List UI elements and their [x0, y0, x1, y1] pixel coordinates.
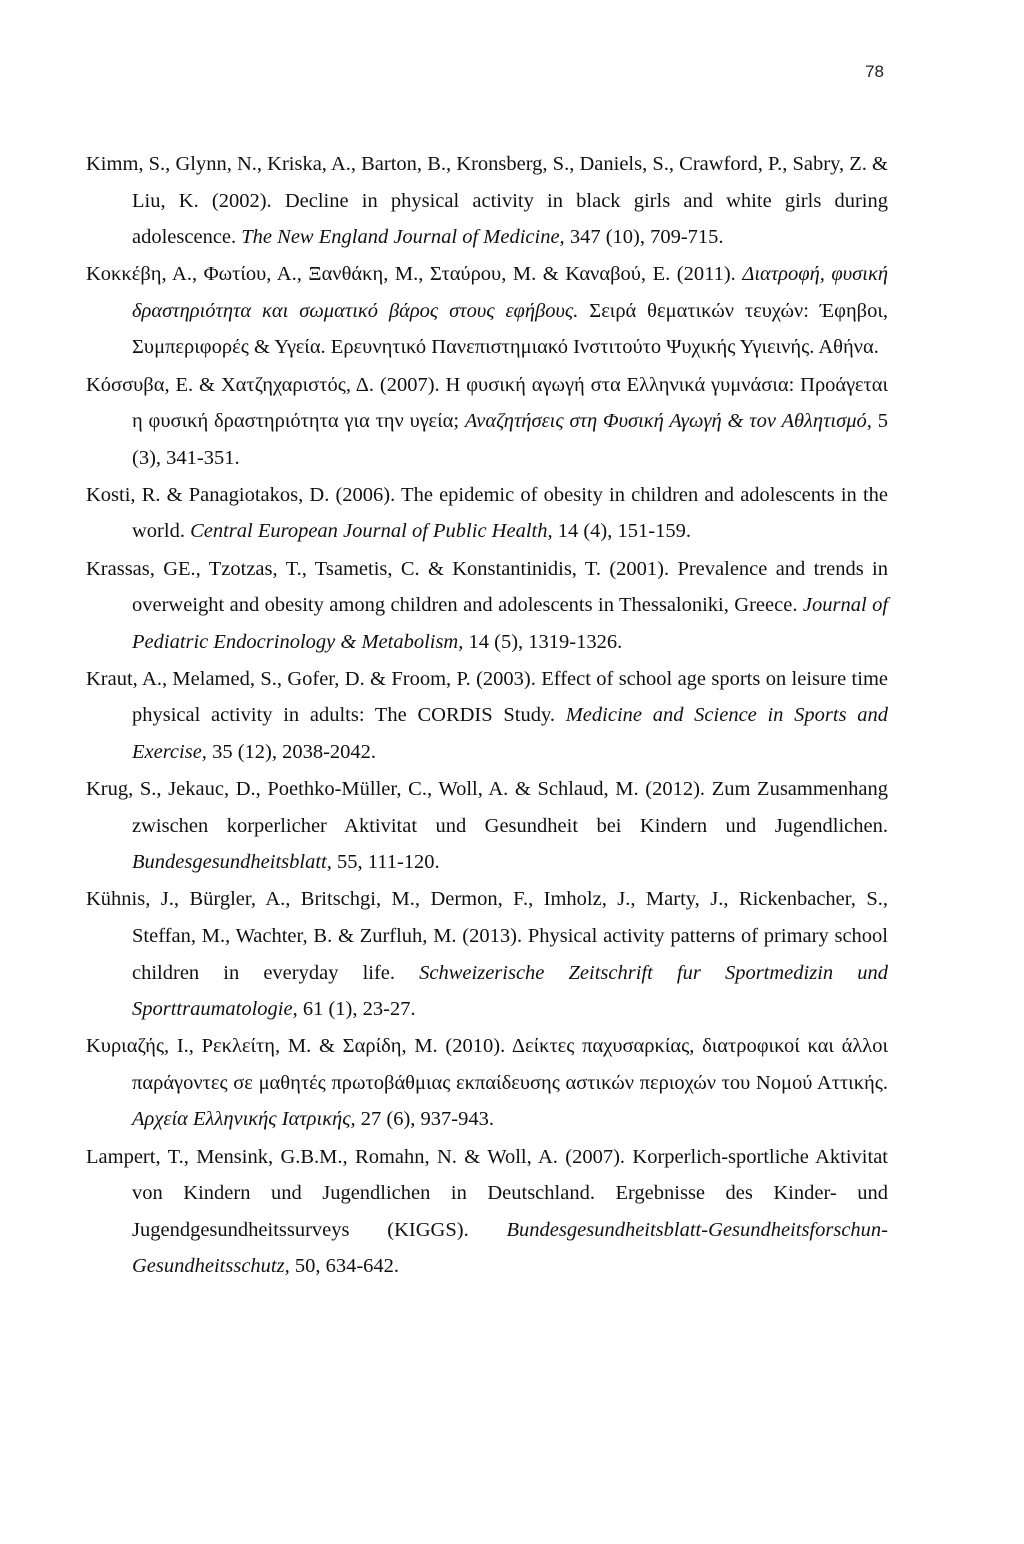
- reference-entry: [86, 146, 888, 256]
- reference-source: Medicine and Science in Sports and Exercise,: [132, 704, 889, 763]
- reference-details: 55, 111-120.: [336, 851, 440, 874]
- reference-text: Kraut, A., Melamed, S., Gofer, D. & Froom, P. (2003). Effect of school age sports on leisure time physical activity in adults: The CORDIS Study.: [86, 667, 888, 727]
- reference-entry: [86, 661, 888, 771]
- reference-details: 50, 634-642.: [294, 1255, 400, 1278]
- reference-details: 14 (5), 1319-1326.: [468, 630, 623, 653]
- reference-source: Journal of Pediatric Endocrinology & Metabolism,: [132, 594, 889, 653]
- reference-details: 5 (3), 341-351.: [132, 410, 889, 469]
- reference-source: Bundesgesundheitsblatt,: [132, 851, 332, 874]
- reference-source: Bundesgesundheitsblatt-Gesundheitsforschun- Gesundheitsschutz,: [132, 1218, 888, 1278]
- reference-entry: [86, 551, 888, 661]
- reference-details: 14 (4), 151-159.: [557, 520, 691, 543]
- reference-details: 347 (10), 709-715.: [569, 226, 724, 249]
- reference-details: Σειρά θεματικών τευχών: Έφηβοι, Συμπεριφορές & Υγεία. Ερευνητικό Πανεπιστημιακό Ινστιτούτο Ψυχικής Υγιεινής. Αθήνα.: [132, 299, 888, 359]
- reference-text: Lampert, T., Mensink, G.B.M., Romahn, N. & Woll, A. (2007). Korperlich-sportliche Aktivitat von Kindern und Jugendlichen in Deutschland. Ergebnisse des Kinder- und Jugendgesundheitssurveys (KIGGS).: [86, 1145, 888, 1241]
- reference-text: Krassas, GE., Tzotzas, T., Tsametis, C. & Konstantinidis, T. (2001). Prevalence and trends in overweight and obesity among children and adolescents in Thessaloniki, Greece.: [86, 557, 888, 617]
- reference-entry: [86, 881, 888, 1027]
- reference-text: Kimm, S., Glynn, N., Kriska, A., Barton, B., Kronsberg, S., Daniels, S., Crawford, P., Sabry, Z. & Liu, K. (2002). Decline in physical activity in black girls and white girls during adolescence.: [86, 153, 888, 249]
- reference-details: 35 (12), 2038-2042.: [212, 741, 377, 763]
- reference-entry: [86, 256, 888, 366]
- reference-entry: [86, 477, 888, 550]
- reference-text: Kosti, R. & Panagiotakos, D. (2006). The epidemic of obesity in children and adolescents in the world.: [86, 483, 888, 543]
- reference-source: Schweizerische Zeitschrift fur Sportmedizin und Sporttraumatologie,: [132, 961, 889, 1021]
- reference-text: Kühnis, J., Bürgler, A., Britschgi, M., Dermon, F., Imholz, J., Marty, J., Rickenbacher, S., Steffan, M., Wachter, B. & Zurfluh, M. (2013). Physical activity patterns of primary school children in everyday life.: [86, 888, 888, 984]
- reference-source: Αρχεία Ελληνικής Ιατρικής,: [132, 1108, 356, 1131]
- reference-text: Κόσσυβα, Ε. & Χατζηχαριστός, Δ. (2007). Η φυσική αγωγή στα Ελληνικά γυμνάσια: Προάγεται η φυσική δραστηριότητα για την υγεία;: [86, 373, 888, 433]
- reference-text: Κυριαζής, Ι., Ρεκλείτη, Μ. & Σαρίδη, Μ. (2010). Δείκτες παχυσαρκίας, διατροφικοί και άλλοι παράγοντες σε μαθητές πρωτοβάθμιας εκπαίδευσης αστικών περιοχών του Νομού Αττικής.: [86, 1035, 888, 1094]
- reference-details: 61 (1), 23-27.: [302, 998, 416, 1021]
- reference-source: Central European Journal of Public Health,: [190, 520, 553, 543]
- reference-entry: [86, 367, 888, 477]
- reference-entry: [86, 1139, 888, 1285]
- reference-source: Αναζητήσεις στη Φυσική Αγωγή & τον Αθλητισμό,: [464, 410, 872, 433]
- reference-text: Κοκκέβη, Α., Φωτίου, Α., Ξανθάκη, Μ., Σταύρου, Μ. & Καναβού, Ε. (2011).: [86, 263, 736, 286]
- reference-details: 27 (6), 937-943.: [360, 1108, 495, 1131]
- reference-text: Krug, S., Jekauc, D., Poethko-Müller, C., Woll, A. & Schlaud, M. (2012). Zum Zusammenhang zwischen korperlicher Aktivitat und Gesundheit bei Kindern und Jugendlichen.: [86, 778, 888, 837]
- page-number: 78: [865, 62, 884, 81]
- reference-list: [86, 146, 888, 1285]
- reference-entry: [86, 771, 888, 881]
- reference-source: Διατροφή, φυσική δραστηριότητα και σωματικό βάρος στους εφήβους.: [132, 263, 888, 322]
- reference-entry: [86, 1028, 888, 1138]
- reference-source: The New England Journal of Medicine,: [241, 226, 565, 249]
